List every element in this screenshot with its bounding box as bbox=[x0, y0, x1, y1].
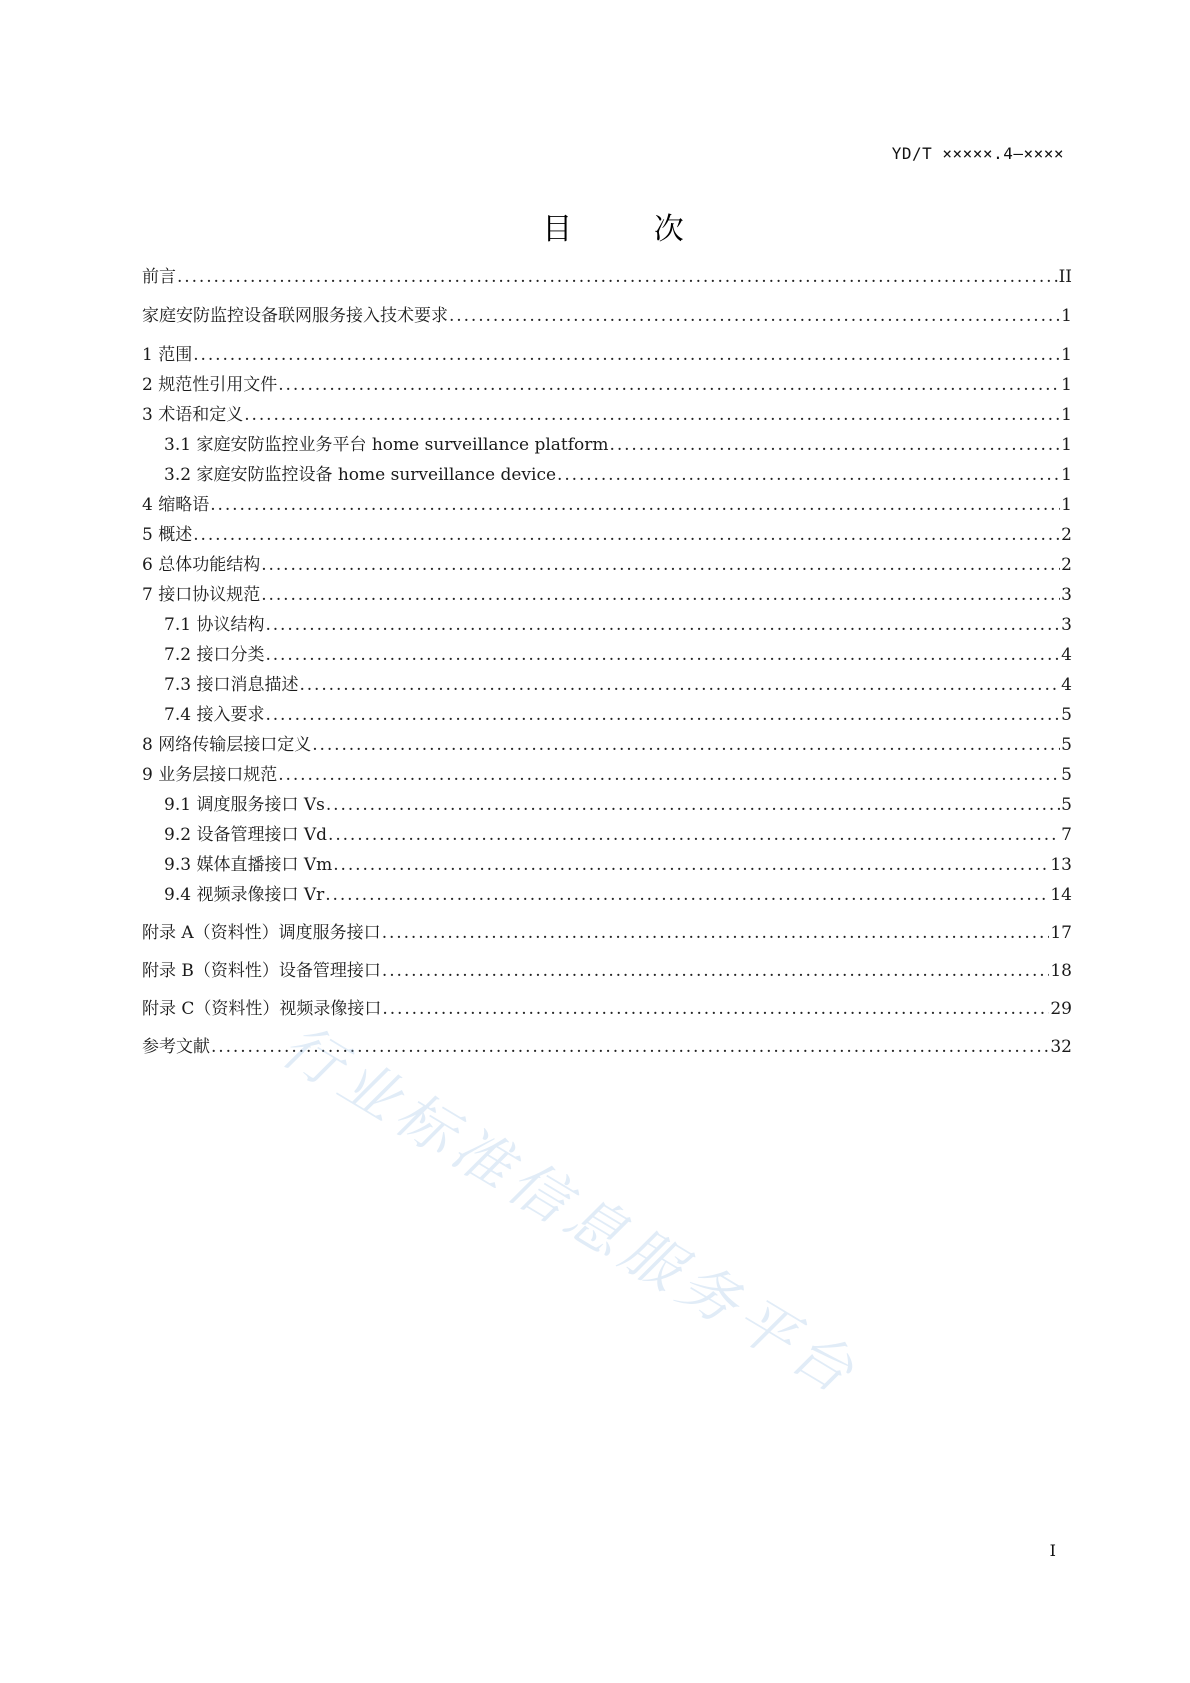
toc-entry[interactable] bbox=[142, 374, 1072, 396]
toc-entry-title: 5 概述 bbox=[142, 525, 193, 545]
toc-dot-leader bbox=[278, 764, 1060, 786]
document-code: YD/T ×××××.4—×××× bbox=[891, 144, 1064, 163]
toc-entry-page: 14 bbox=[1050, 885, 1072, 905]
watermark: 行业标准信息服务平台 bbox=[270, 1011, 872, 1410]
toc-entry[interactable] bbox=[142, 404, 1072, 426]
toc-entry[interactable] bbox=[142, 674, 1072, 696]
toc-dot-leader bbox=[328, 824, 1060, 846]
toc-entry-page: 3 bbox=[1061, 615, 1072, 635]
toc-entry[interactable] bbox=[142, 734, 1072, 756]
toc-entry-page: 18 bbox=[1050, 961, 1072, 981]
toc-entry[interactable] bbox=[142, 524, 1072, 546]
toc-entry-title: 附录 B（资料性）设备管理接口 bbox=[142, 961, 381, 981]
toc-entry-page: 2 bbox=[1061, 555, 1072, 575]
toc-entry[interactable] bbox=[142, 960, 1072, 982]
toc-entry-title: 9.4 视频录像接口 Vr bbox=[164, 885, 325, 905]
toc-dot-leader bbox=[261, 584, 1060, 606]
toc-entry[interactable] bbox=[142, 794, 1072, 816]
toc-dot-leader bbox=[265, 644, 1060, 666]
toc-dot-leader bbox=[382, 998, 1049, 1020]
toc-dot-leader bbox=[449, 305, 1060, 327]
toc-dot-leader bbox=[193, 524, 1060, 546]
toc-entry-title: 9.1 调度服务接口 Vs bbox=[164, 795, 325, 815]
toc-entry-page: 5 bbox=[1061, 795, 1072, 815]
toc-entry-title: 6 总体功能结构 bbox=[142, 555, 261, 575]
toc-entry[interactable] bbox=[142, 764, 1072, 786]
toc-title: 目 次 bbox=[542, 212, 720, 247]
toc-entry-title: 家庭安防监控设备联网服务接入技术要求 bbox=[142, 306, 448, 326]
toc-entry[interactable] bbox=[142, 1036, 1072, 1058]
toc-dot-leader bbox=[326, 794, 1060, 816]
toc-entry-page: 1 bbox=[1061, 345, 1072, 365]
toc-entry-page: 13 bbox=[1050, 855, 1072, 875]
toc-entry-title: 7.1 协议结构 bbox=[164, 615, 265, 635]
toc-entry-page: 5 bbox=[1061, 735, 1072, 755]
toc-entry-title: 7 接口协议规范 bbox=[142, 585, 261, 605]
toc-entry-page: 4 bbox=[1061, 645, 1072, 665]
toc-entry[interactable] bbox=[142, 704, 1072, 726]
toc-entry-page: 1 bbox=[1061, 375, 1072, 395]
toc-entry-page: 29 bbox=[1050, 999, 1072, 1019]
toc-entry[interactable] bbox=[142, 614, 1072, 636]
toc-entry-title: 4 缩略语 bbox=[142, 495, 210, 515]
toc-entry-title: 7.3 接口消息描述 bbox=[164, 675, 299, 695]
toc-entry-page: 1 bbox=[1061, 306, 1072, 326]
toc-dot-leader bbox=[333, 854, 1049, 876]
toc-entry[interactable] bbox=[142, 884, 1072, 906]
toc-entry-page: II bbox=[1058, 267, 1072, 287]
toc-entry[interactable] bbox=[142, 854, 1072, 876]
toc-entry[interactable] bbox=[142, 922, 1072, 944]
toc-dot-leader bbox=[312, 734, 1060, 756]
toc-entry-title: 3.2 家庭安防监控设备 home surveillance device bbox=[164, 465, 557, 485]
toc-entry-title: 附录 C（资料性）视频录像接口 bbox=[142, 999, 382, 1019]
toc-entry[interactable] bbox=[142, 824, 1072, 846]
toc-entry-page: 1 bbox=[1061, 405, 1072, 425]
toc-dot-leader bbox=[265, 614, 1060, 636]
table-of-contents bbox=[142, 266, 1072, 1058]
toc-entry[interactable] bbox=[142, 305, 1072, 327]
toc-entry-title: 9.2 设备管理接口 Vd bbox=[164, 825, 328, 845]
toc-entry-title: 1 范围 bbox=[142, 345, 193, 365]
toc-entry[interactable] bbox=[142, 584, 1072, 606]
toc-entry-title: 9 业务层接口规范 bbox=[142, 765, 278, 785]
toc-entry-page: 5 bbox=[1061, 705, 1072, 725]
toc-dot-leader bbox=[210, 494, 1060, 516]
toc-entry-title: 2 规范性引用文件 bbox=[142, 375, 278, 395]
toc-dot-leader bbox=[261, 554, 1060, 576]
toc-dot-leader bbox=[193, 344, 1060, 366]
toc-dot-leader bbox=[211, 1036, 1049, 1058]
toc-entry-title: 参考文献 bbox=[142, 1037, 210, 1057]
toc-dot-leader bbox=[610, 434, 1061, 456]
page-number: I bbox=[1049, 1541, 1056, 1560]
toc-entry-title: 7.2 接口分类 bbox=[164, 645, 265, 665]
toc-dot-leader bbox=[265, 704, 1060, 726]
toc-entry-page: 17 bbox=[1050, 923, 1072, 943]
toc-entry-title: 8 网络传输层接口定义 bbox=[142, 735, 312, 755]
toc-entry[interactable] bbox=[142, 644, 1072, 666]
toc-entry[interactable] bbox=[142, 494, 1072, 516]
toc-entry-page: 4 bbox=[1061, 675, 1072, 695]
toc-entry-page: 1 bbox=[1061, 495, 1072, 515]
toc-entry-title: 9.3 媒体直播接口 Vm bbox=[164, 855, 333, 875]
toc-entry-title: 3 术语和定义 bbox=[142, 405, 244, 425]
toc-entry[interactable] bbox=[142, 344, 1072, 366]
toc-entry[interactable] bbox=[142, 266, 1072, 288]
toc-dot-leader bbox=[382, 922, 1050, 944]
toc-entry[interactable] bbox=[142, 998, 1072, 1020]
toc-dot-leader bbox=[325, 884, 1049, 906]
toc-entry-page: 5 bbox=[1061, 765, 1072, 785]
toc-dot-leader bbox=[382, 960, 1049, 982]
toc-dot-leader bbox=[557, 464, 1060, 486]
toc-entry-page: 32 bbox=[1050, 1037, 1072, 1057]
toc-entry-page: 1 bbox=[1061, 465, 1072, 485]
toc-entry-title: 附录 A（资料性）调度服务接口 bbox=[142, 923, 381, 943]
toc-dot-leader bbox=[299, 674, 1060, 696]
toc-entry-page: 3 bbox=[1061, 585, 1072, 605]
toc-entry-page: 2 bbox=[1061, 525, 1072, 545]
toc-entry-title: 3.1 家庭安防监控业务平台 home surveillance platform bbox=[164, 435, 609, 455]
toc-entry-page: 7 bbox=[1061, 825, 1072, 845]
toc-dot-leader bbox=[177, 266, 1058, 288]
toc-entry[interactable] bbox=[142, 434, 1072, 456]
toc-entry[interactable] bbox=[142, 464, 1072, 486]
toc-dot-leader bbox=[278, 374, 1060, 396]
toc-entry-title: 7.4 接入要求 bbox=[164, 705, 265, 725]
toc-dot-leader bbox=[244, 404, 1060, 426]
toc-entry[interactable] bbox=[142, 554, 1072, 576]
toc-entry-title: 前言 bbox=[142, 267, 176, 287]
toc-entry-page: 1 bbox=[1061, 435, 1072, 455]
